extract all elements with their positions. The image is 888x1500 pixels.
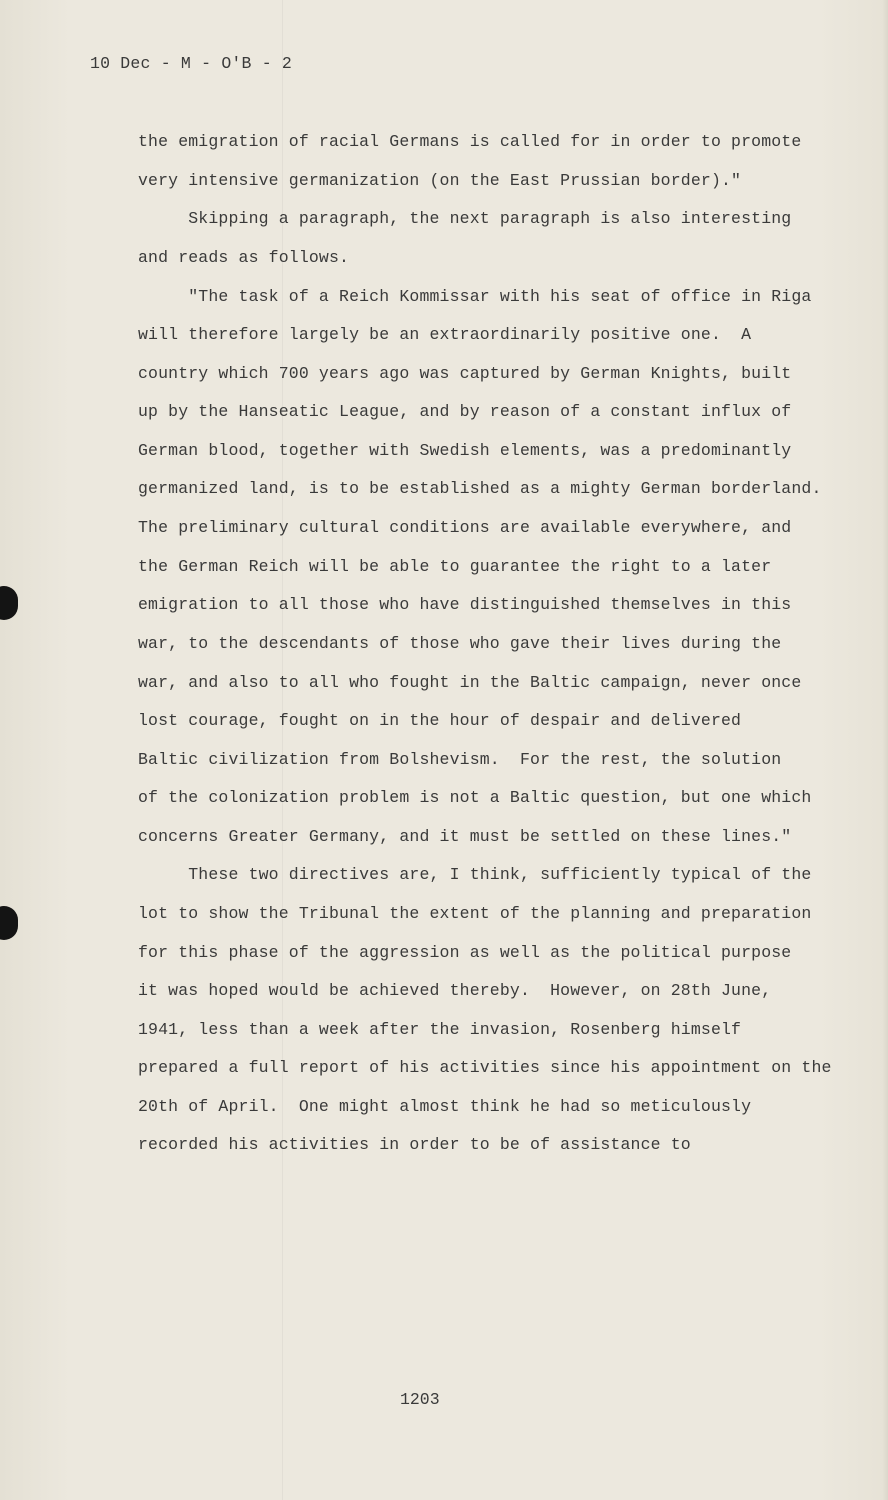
text-line: country which 700 years ago was captured by German Knights, built [138,364,792,383]
text-line: emigration to all those who have distinguished themselves in this [138,595,792,614]
page-number: 1203 [400,1390,440,1409]
text-line: 20th of April. One might almost think he had so meticulously [138,1097,752,1116]
text-line: will therefore largely be an extraordinarily positive one. A [138,325,752,344]
page-header: 10 Dec - M - O'B - 2 [90,54,293,73]
text-line: war, and also to all who fought in the Baltic campaign, never once [138,673,802,692]
text-line: 1941, less than a week after the invasion, Rosenberg himself [138,1020,742,1039]
text-line: German blood, together with Swedish elements, was a predominantly [138,441,792,460]
text-line: The preliminary cultural conditions are available everywhere, and [138,518,792,537]
text-line: lost courage, fought on in the hour of despair and delivered [138,711,742,730]
text-line: Baltic civilization from Bolshevism. For the rest, the solution [138,750,782,769]
text-line: lot to show the Tribunal the extent of the planning and preparation [138,904,812,923]
punch-hole [0,906,18,940]
text-line: of the colonization problem is not a Baltic question, but one which [138,788,812,807]
text-line: recorded his activities in order to be of assistance to [138,1135,691,1154]
text-line: the German Reich will be able to guarantee the right to a later [138,557,772,576]
text-line: very intensive germanization (on the East Prussian border)." [138,171,742,190]
text-line: it was hoped would be achieved thereby. However, on 28th June, [138,981,772,1000]
text-line: germanized land, is to be established as a mighty German borderland. [138,479,822,498]
paper-edge [882,0,888,1500]
text-line: war, to the descendants of those who gave their lives during the [138,634,782,653]
text-line: up by the Hanseatic League, and by reason of a constant influx of [138,402,792,421]
text-line: the emigration of racial Germans is called for in order to promote [138,132,802,151]
punch-hole [0,586,18,620]
text-line: and reads as follows. [138,248,350,267]
text-line: for this phase of the aggression as well as the political purpose [138,943,792,962]
text-line: prepared a full report of his activities since his appointment on the [138,1058,832,1077]
text-line: Skipping a paragraph, the next paragraph is also interesting [138,209,792,228]
text-line: These two directives are, I think, sufficiently typical of the [138,865,812,884]
text-line: "The task of a Reich Kommissar with his seat of office in Riga [138,287,812,306]
text-line: concerns Greater Germany, and it must be settled on these lines." [138,827,792,846]
